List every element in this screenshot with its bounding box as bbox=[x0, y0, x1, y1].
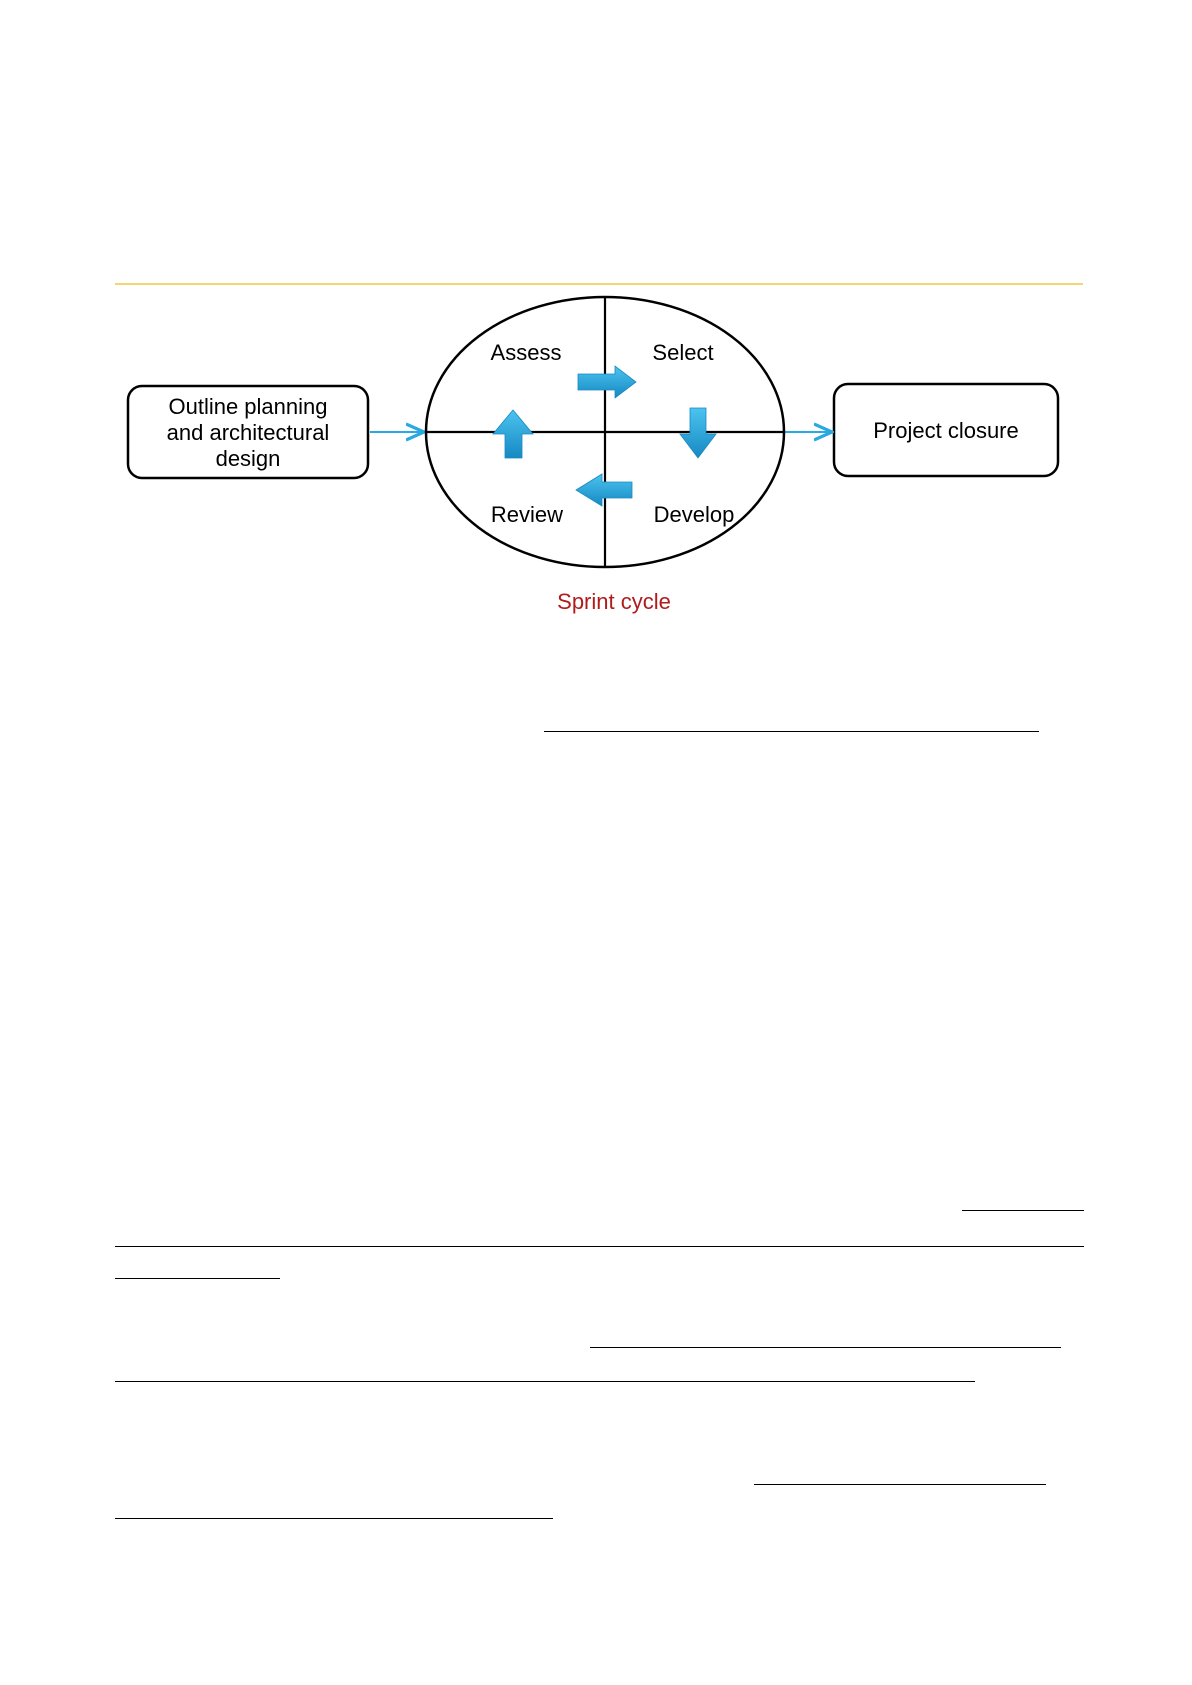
sprint-cycle-caption: Sprint cycle bbox=[557, 589, 671, 614]
quadrant-select-label: Select bbox=[652, 340, 714, 365]
outline-planning-line-2: and architectural bbox=[166, 420, 330, 445]
quadrant-assess-label: Assess bbox=[490, 340, 562, 365]
underline-rule-7 bbox=[754, 1484, 1046, 1485]
underline-rule-6 bbox=[115, 1381, 975, 1382]
underline-rule-1 bbox=[544, 731, 1039, 732]
outline-planning-line-3: design bbox=[215, 446, 281, 471]
underline-rule-5 bbox=[590, 1347, 1061, 1348]
underline-rule-2 bbox=[962, 1210, 1084, 1211]
project-closure-label: Project closure bbox=[873, 418, 1019, 443]
outline-planning-line-1: Outline planning bbox=[168, 394, 328, 419]
underline-rule-3 bbox=[115, 1246, 1084, 1247]
underline-rule-8 bbox=[115, 1518, 553, 1519]
underline-rule-4 bbox=[115, 1278, 280, 1279]
quadrant-develop-label: Develop bbox=[653, 502, 735, 527]
quadrant-review-label: Review bbox=[490, 502, 564, 527]
